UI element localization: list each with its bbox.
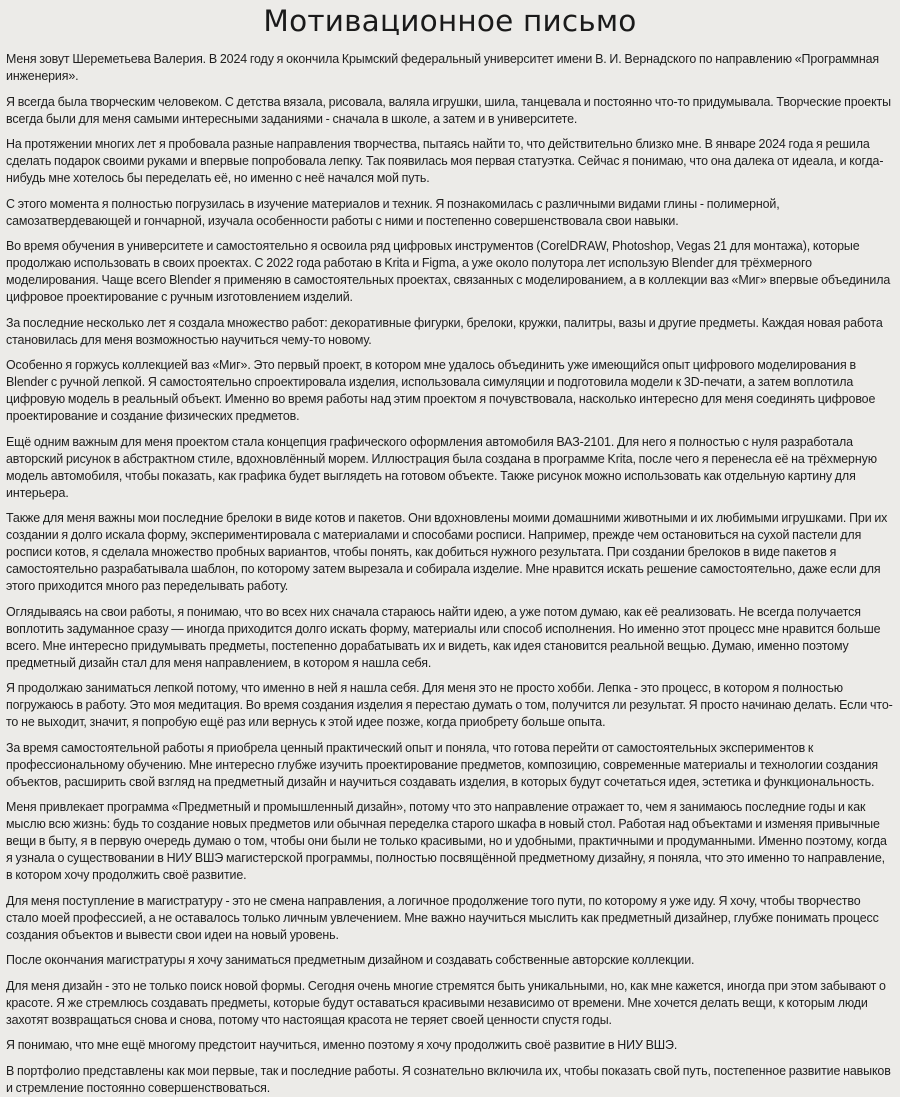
paragraph-14: Для меня поступление в магистратуру - это не смена направления, а логичное продолжение того пути, по которому я уже иду. Я хочу, чтобы творчество стало моей профессией, а не оставалось только личным увлечением. Мне важно научиться мыслить как предметный дизайнер, глубже понимать процесс создания объектов и вывести свои идеи на новый уровень. [6, 893, 879, 942]
paragraph-15: После окончания магистратуры я хочу заниматься предметным дизайном и создавать собственные авторские коллекции. [6, 953, 695, 967]
paragraph-2: Я всегда была творческим человеком. С детства вязала, рисовала, валяла игрушки, шила, танцевала и постоянно что-то придумывала. Творческие проекты всегда были для меня самыми интересными заданиями - сначала в школе, а затем и в университете. [6, 94, 891, 126]
paragraph-9: Также для меня важны мои последние брелоки в виде котов и пакетов. Они вдохновлены моими домашними животными и их любимыми игрушками. При их создании я долго искала форму, экспериментировала с материалами и способами росписи. Например, прежде чем остановиться на сухой пастели для росписи котов, я сделала множество пробных вариантов, чтобы понять, как добиться нужного результата. При создании брелоков в виде пакетов я самостоятельно разрабатывала шаблон, по которому затем вырезала и собирала изделие. Мне нравится искать решение самостоятельно, даже если для этого приходится много раз переделывать работу. [6, 511, 888, 593]
letter-body [6, 51, 894, 1097]
paragraph-7: Особенно я горжусь коллекцией ваз «Миг». Это первый проект, в котором мне удалось объединить уже имеющийся опыт цифрового моделирования в Blender с ручной лепкой. Я самостоятельно спроектировала изделия, использовала симуляции и подготовила модели к 3D-печати, а затем воплотила цифровую модель в реальный объект. Именно во время работы над этим проектом я почувствовала, насколько интересно для меня соединять цифровое проектирование и создание физических предметов. [6, 358, 876, 423]
paragraph-6: За последние несколько лет я создала множество работ: декоративные фигурки, брелоки, кружки, палитры, вазы и другие предметы. Каждая новая работа становилась для меня возможностью научиться чему-то новому. [6, 315, 883, 347]
paragraph-13: Меня привлекает программа «Предметный и промышленный дизайн», потому что это направление отражает то, чем я занимаюсь последние годы и как мыслю всю жизнь: будь то создание новых предметов или обычная переделка старого шкафа в новый стол. Работая над объектами и изменяя привычные вещи в быту, я в первую очередь думаю о том, чтобы они были не только красивыми, но и удобными, практичными и продуманными. Именно поэтому, когда я узнала о существовании в НИУ ВШЭ магистерской программы, полностью посвящённой предметному дизайну, я поняла, что это именно то направление, в котором хочу продолжить своё развитие. [6, 800, 887, 882]
paragraph-8: Ещё одним важным для меня проектом стала концепция графического оформления автомобиля ВАЗ-2101. Для него я полностью с нуля разработала авторский рисунок в абстрактном стиле, вдохновлённый морем. Иллюстрация была создана в программе Krita, после чего я перенесла её на трёхмерную модель автомобиля, чтобы показать, как графика будет выглядеть на готовом объекте. Также рисунок можно использовать как отдельную картину для интерьера. [6, 434, 877, 500]
paragraph-16: Для меня дизайн - это не только поиск новой формы. Сегодня очень многие стремятся быть уникальными, но, как мне кажется, иногда при этом забывают о красоте. Я же стремлюсь создавать предметы, которые будут оставаться красивыми независимо от времени. Мне хочется делать вещи, к которым люди захотят возвращаться снова и снова, потому что настоящая красота не теряет своей ценности спустя годы. [6, 978, 886, 1027]
paragraph-11: Я продолжаю заниматься лепкой потому, что именно в ней я нашла себя. Для меня это не просто хобби. Лепка - это процесс, в котором я полностью погружаюсь в работу. Это моя медитация. Во время создания изделия я перестаю думать о том, получится ли результат. Я просто начинаю делать. Если что-то не выходит, значит, я попробую ещё раз или вернусь к этой идее позже, когда приобрету больше опыта. [6, 681, 893, 729]
paragraph-3: На протяжении многих лет я пробовала разные направления творчества, пытаясь найти то, что действительно близко мне. В январе 2024 года я решила сделать подарок своими руками и впервые попробовала лепку. Так появилась моя первая статуэтка. Сейчас я понимаю, что она далека от идеала, и когда-нибудь мне хотелось бы переделать её, но именно с неё начался мой путь. [6, 137, 884, 185]
paragraph-5: Во время обучения в университете и самостоятельно я освоила ряд цифровых инструментов (CorelDRAW, Photoshop, Vegas 21 для монтажа), которые продолжаю использовать в своих проектах. С 2022 года работаю в Krita и Figma, а уже около полутора лет использую Blender для трёхмерного моделирования. Чаще всего Blender я применяю в самостоятельных проектах, связанных с моделированием, а в коллекции ваз «Миг» впервые объединила цифровое проектирование с ручным изготовлением изделий. [6, 239, 891, 304]
paragraph-1: Меня зовут Шереметьева Валерия. В 2024 году я окончила Крымский федеральный университет имени В. И. Вернадского по направлению «Программная инженерия». [6, 52, 879, 83]
paragraph-10: Оглядываясь на свои работы, я понимаю, что во всех них сначала стараюсь найти идею, а уже потом думаю, как её реализовать. Не всегда получается воплотить задуманное сразу — иногда приходится долго искать форму, материалы или способ исполнения. Но именно этот процесс мне нравится больше всего. Мне интересно придумывать предметы, постепенно дорабатывать их и видеть, как идея становится реальной вещью. Думаю, именно поэтому предметный дизайн стал для меня направлением, в котором я нашла себя. [6, 604, 881, 670]
paragraph-18: В портфолио представлены как мои первые, так и последние работы. Я сознательно включила их, чтобы показать свой путь, постепенное развитие навыков и стремление постоянно совершенствоваться. [6, 1063, 891, 1095]
paragraph-4: С этого момента я полностью погрузилась в изучение материалов и техник. Я познакомилась с различными видами глины - полимерной, самозатвердевающей и гончарной, изучала особенности работы с ними и постепенно совершенствовала свои навыки. [6, 196, 780, 228]
letter-title: Мотивационное письмо [263, 4, 637, 38]
paragraph-12: За время самостоятельной работы я приобрела ценный практический опыт и поняла, что готова перейти от самостоятельных экспериментов к профессиональному обучению. Мне интересно глубже изучить проектирование предметов, композицию, современные материалы и технологии создания объектов, расширить свой взгляд на предметный дизайн и научиться создавать изделия, в которых будут сочетаться идея, эстетика и функциональность. [6, 740, 879, 789]
paragraph-17: Я понимаю, что мне ещё многому предстоит научиться, именно поэтому я хочу продолжить своё развитие в НИУ ВШЭ. [6, 1038, 678, 1052]
